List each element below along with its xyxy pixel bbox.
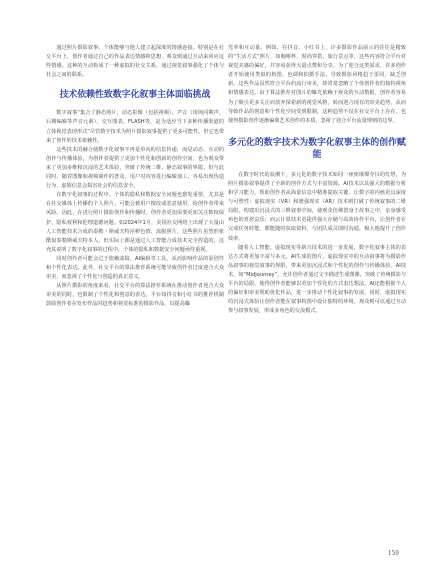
paragraph: 从照片摄影的角度来看，社交平台的算法推荐系统在推动创作者迎合大众审美的同时，也限制了个性化和创意的表达。平台如抖音和小红书的推荐机制鼓励创作者在发布作品时趋势和视觉标准的摄影作品，以提高曝 [46, 283, 224, 308]
paragraph: 这些技术的融合使数字化叙事不再是单向的信息传递，而是动态、互动的创作与传播体验，为创作者提供了更加个性化和创新的创作空间，也为观众带来了更加多维和沉浸的艺术体验，突破了传统二维、静态叙事的界限。但与此同时，随着图像和视频制作的普及，用户对内容进行编辑加工，容易出现伪造行为，虚假信息会损害社会的信息安全。 [46, 146, 224, 190]
paragraph: 随着人工智能、虚拟现实等新兴技术的进一步发展，数字化叙事主体的表达方式将更加丰富与多元。AI生成的图片、虚拟现实中的互动叙事将为摄影作品叙事的视觉叙事的界限，带来更加沉浸式和个性化的创作与传播体验。AI技术，如“Midjourney”，允许创作者通过文字描述生成图像，突破了传统摄影与平台的局限，使得创作者能够以更加个性化的方式表达想法。AI还能根据个人的偏好和审美帮助优化作品，进一步推动个性化叙事的发展。同时，虚拟现实的沉浸式体验让创作者能在叙事构图中设计独特的环境，观众则可以通过互动参与叙事发展，形成多角色的交流模式。 [228, 244, 406, 315]
section-heading-digital-empowerment: 多元化的数字技术为数字化叙事主体的创作赋能 [228, 137, 406, 161]
paragraph-continued: 光率和互动量。例如，在抖音、小红书上，许多摄影作品展示的往往是精致的“生活方式”照片，如咖啡杯、时尚穿搭、旅行景点等，这些内容符合平台对视觉美感的偏好，并容易获得大量点赞和分享。为了迎合这类需求，许多创作者开始使用类似的构图、色调和拍摄手法，导致摄影风格趋于雷同，缺乏创新。这些作品虽然符合平台的流行审美，却常常忽略了个体创作者的独特视角和情感表达。由于算法推荐对图片的曝光依赖于观众的互动数据，创作者容易为了吸引更多关注而放弃探索新的视觉风格，转而迎合现有的审美趋势，从而导致作品的创意和个性化空间受到限制。这种趋势不仅在社交平台上存在，也使得摄影创作逐渐偏离艺术创作的本质，忽视了迎合平台流量规则的边界。 [228, 45, 406, 124]
paragraph: 在数字时代的浪潮下，多元化的数字技术如同一座座璀璨夺目的灯塔，为照片摄影叙事提供了全新的创作方式与丰富资源。AI技术以其强大的数据分析和学习能力，帮助创作者从海量信息中精准提取关键，让数字的内核更具深度与可塑性；虚拟现实（VR）和增强现实（AR）技术则打破了传统叙事的二维局限，构建出沉浸式的三维叙事空间，使观众仿佛置身于故事之中，亲身感受角色的喜怒哀乐；而云计算技术更提供强大存储与高效协作平台，让创作者在完成任务时能，都能随时获取资料，与团队成员即时沟通，极大地提升了创作效率。 [228, 171, 406, 242]
paragraph: 同时创作者可能会过于依赖滤镜、AI编辑等工具，从而影响作品的原创性和个性化表达。此外，社交平台的算法推荐系统可能导致创作者过度迎合大众审美，而忽视了个性化与创造的真正意义。 [46, 255, 224, 281]
right-column [228, 44, 406, 316]
left-column [46, 44, 224, 309]
paragraph: 数字叙事“集合了静态照片、动态影像（包括视频）、声音（现场同期声、后期编辑等声音元素），交互图表、FLASH等，是为适应当下多种传播渠道的立体视觉表现形式”尽管数字技术为照片摄影叙事提供了更多可能性，但它也带来了创作的技术依赖性。 [46, 110, 224, 144]
paragraph: 通过照片摄影叙事，个体能够与他人建立起深度的情感连接。特别是在社交平台上，创作者通过自己的作品表达情感和思想，观众则通过互动来回应这些情感。这种的互动构成了一种虚拟的社交关系，通过视觉叙事强化了个体与社会之间的联系。 [46, 45, 224, 79]
page-number: 159 [387, 550, 399, 557]
section-heading-technology-dependence: 技术依赖性致数字化叙事主体面临挑战 [59, 90, 211, 101]
paragraph: 在数字化叙事的过程中，个体的隐私和数据安全问题也愈发重要，尤其是在社交媒体上传播的个人照片，可能会被用户擅改或恶意使用，给创作者带来风险。因此，在进行照片摄影创作和传播时，创作者更加需要更加关注数权保护、隐私权利和伦理道德问题。如2024年1月，美国社交网络上出现了大量由人工智能技术合成的泰勒・斯威夫特淫秽色情、血腥照片，这些照片虽然形象酷似泰勒斯威夫特本人，但实际上都是通过人工智能合成技术完全捏造的，这充其说明了数字化叙事的过程中，个体的隐私和数据安全问题亟待重视。 [46, 192, 224, 253]
